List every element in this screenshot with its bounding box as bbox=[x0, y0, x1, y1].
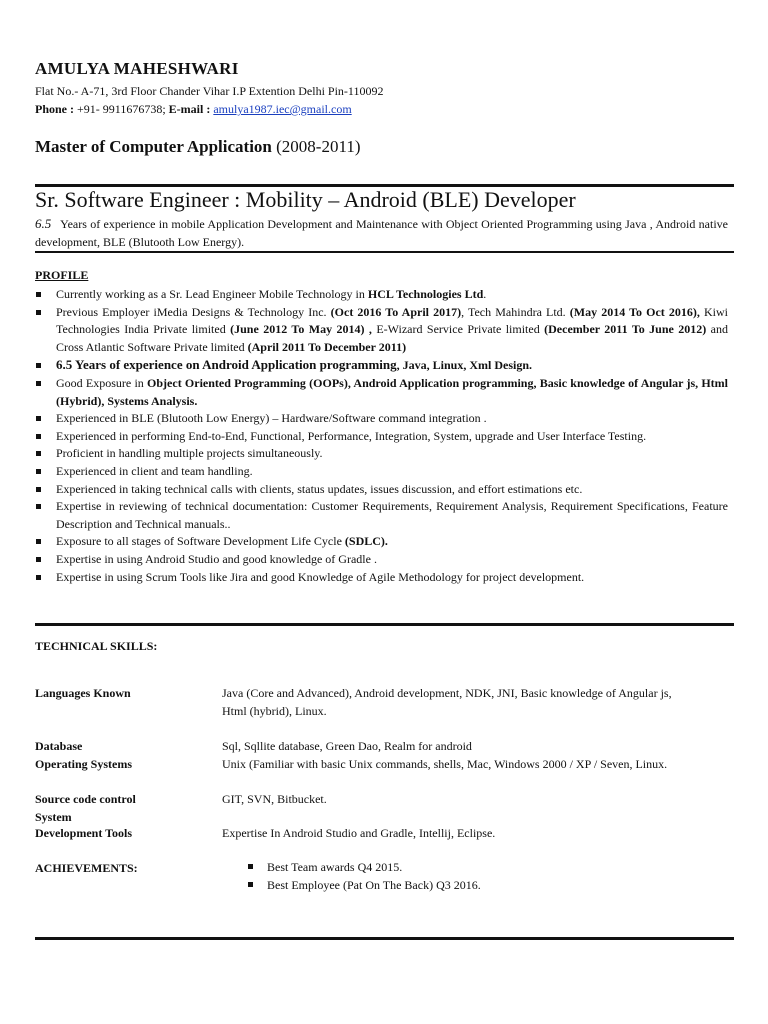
achievement-item bbox=[248, 858, 481, 876]
profile-item bbox=[35, 375, 728, 410]
bullet-icon bbox=[36, 469, 41, 474]
profile-text: Exposure to all stages of Software Development Life Cycle bbox=[56, 534, 345, 549]
achievements-list bbox=[248, 858, 481, 894]
profile-text: . bbox=[483, 287, 487, 301]
headline: Sr. Software Engineer : Mobility – Android (BLE) Developer bbox=[35, 187, 576, 212]
bullet-icon bbox=[36, 381, 41, 386]
skill-value-tools: Expertise In Android Studio and Gradle, Intellij, Eclipse. bbox=[222, 826, 496, 840]
profile-text: , Java, Linux, Xml Design. bbox=[396, 358, 533, 373]
profile-text: , Tech Mahindra Ltd. bbox=[461, 304, 570, 319]
skill-value-os: Unix (Familiar with basic Unix commands, shells, Mac, Windows 2000 / XP / Seven, Linux. bbox=[222, 757, 668, 771]
bullet-icon bbox=[36, 557, 41, 562]
technical-skills-heading: TECHNICAL SKILLS: bbox=[35, 639, 158, 653]
profile-heading: PROFILE bbox=[35, 268, 89, 282]
profile-text: Previous Employer iMedia Designs & Technology Inc. bbox=[56, 304, 331, 319]
summary bbox=[35, 215, 728, 251]
bullet-icon bbox=[36, 575, 41, 580]
profile-text: Expertise in using Scrum Tools like Jira and good Knowledge of Agile Methodology for project development. bbox=[56, 569, 585, 584]
candidate-name: AMULYA MAHESHWARI bbox=[35, 59, 239, 78]
profile-item bbox=[35, 304, 728, 357]
bullet-icon bbox=[248, 882, 253, 887]
achievement-text: Best Team awards Q4 2015. bbox=[267, 860, 403, 874]
profile-text: (SDLC). bbox=[344, 534, 388, 549]
profile-text: (June 2012 To May 2014) , bbox=[230, 322, 372, 337]
profile-text: 6.5 Years of experience on Android Application programming bbox=[56, 357, 397, 373]
degree-line bbox=[35, 137, 361, 157]
profile-item bbox=[35, 463, 728, 481]
bullet-icon bbox=[36, 504, 41, 509]
profile-text: Experienced in client and team handling. bbox=[56, 463, 253, 478]
profile-item bbox=[35, 410, 728, 428]
profile-text: and Cross Atlantic Software Private limited bbox=[56, 322, 729, 354]
divider-bottom bbox=[35, 937, 734, 940]
address: Flat No.- A-71, 3rd Floor Chander Vihar I.P Extention Delhi Pin-110092 bbox=[35, 84, 384, 98]
profile-text: Experienced in taking technical calls with clients, status updates, issues discussion, and effort estimations etc. bbox=[56, 481, 583, 496]
profile-text: Currently working as a Sr. Lead Engineer Mobile Technology in bbox=[56, 287, 368, 301]
profile-item bbox=[35, 569, 728, 587]
bullet-icon bbox=[36, 539, 41, 544]
bullet-icon bbox=[36, 310, 41, 315]
skill-value-database: Sql, Sqllite database, Green Dao, Realm for android bbox=[222, 739, 472, 753]
profile-text: (December 2011 To June 2012) bbox=[544, 322, 707, 337]
profile-list bbox=[35, 286, 728, 586]
phone-label: Phone : bbox=[35, 102, 74, 116]
summary-years: 6.5 bbox=[35, 216, 52, 231]
profile-text: Good Exposure in bbox=[56, 375, 148, 390]
bullet-icon bbox=[36, 416, 41, 421]
achievement-item bbox=[248, 876, 481, 894]
profile-item bbox=[35, 445, 728, 463]
skill-value-scm: GIT, SVN, Bitbucket. bbox=[222, 792, 327, 806]
profile-item bbox=[35, 286, 728, 304]
profile-item bbox=[35, 356, 728, 375]
bullet-icon bbox=[36, 434, 41, 439]
profile-text: Experienced in BLE (Blutooth Low Energy) – Hardware/Software command integration . bbox=[56, 411, 487, 426]
degree-years: (2008-2011) bbox=[276, 137, 361, 156]
profile-text: Proficient in handling multiple projects simultaneously. bbox=[56, 446, 323, 461]
profile-text: (Oct 2016 To April 2017) bbox=[330, 304, 462, 319]
profile-text: (April 2011 To December 2011) bbox=[247, 339, 407, 354]
bullet-icon bbox=[36, 292, 41, 297]
phone-number: +91- 9911676738; bbox=[77, 102, 166, 116]
skill-label-languages: Languages Known bbox=[35, 686, 131, 700]
achievements-heading: ACHIEVEMENTS: bbox=[35, 861, 138, 875]
profile-item bbox=[35, 481, 728, 499]
profile-text: Kiwi Technologies India Private limited bbox=[56, 304, 728, 337]
skill-label-scm: Source code control System bbox=[35, 792, 136, 824]
profile-text: Object Oriented Programming (OOPs), Android Application programming, Basic knowledge of Angular js, Html (Hybrid), Systems Analysis. bbox=[56, 375, 729, 408]
email-label: E-mail : bbox=[168, 102, 211, 116]
degree-title: Master of Computer Application bbox=[35, 137, 272, 156]
profile-text: E-Wizard Service Private limited bbox=[371, 322, 545, 337]
summary-text: Years of experience in mobile Application Development and Maintenance with Object Oriented Programming using Java , Android native development, BLE (Blutooth Low Energy). bbox=[35, 217, 728, 249]
divider-skills bbox=[35, 623, 734, 626]
bullet-icon bbox=[36, 363, 41, 368]
bullet-icon bbox=[248, 864, 253, 869]
bullet-icon bbox=[36, 451, 41, 456]
profile-text: Expertise in using Android Studio and good knowledge of Gradle . bbox=[56, 551, 377, 566]
skill-label-database: Database bbox=[35, 739, 83, 753]
profile-item bbox=[35, 551, 728, 569]
bullet-icon bbox=[36, 487, 41, 492]
profile-text: Experienced in performing End-to-End, Functional, Performance, Integration, System, upgrade and User Interface Testing. bbox=[56, 428, 647, 443]
profile-text: HCL Technologies Ltd bbox=[367, 287, 484, 301]
profile-item bbox=[35, 533, 728, 551]
contact-line bbox=[35, 102, 352, 117]
email-link[interactable]: amulya1987.iec@gmail.com bbox=[213, 102, 352, 116]
skill-value-languages: Java (Core and Advanced), Android development, NDK, JNI, Basic knowledge of Angular js, Html (hybrid), Linux. bbox=[222, 686, 672, 718]
profile-item bbox=[35, 498, 728, 533]
profile-item bbox=[35, 428, 728, 446]
skill-label-tools: Development Tools bbox=[35, 826, 133, 840]
skill-label-os: Operating Systems bbox=[35, 757, 132, 771]
profile-text: (May 2014 To Oct 2016), bbox=[569, 304, 700, 319]
divider-summary bbox=[35, 251, 734, 253]
profile-text: Expertise in reviewing of technical documentation: Customer Requirements, Requirement Analysis, Requirement Specifications, Feature Description and Technical manuals.. bbox=[56, 499, 728, 531]
achievement-text: Best Employee (Pat On The Back) Q3 2016. bbox=[267, 878, 481, 892]
